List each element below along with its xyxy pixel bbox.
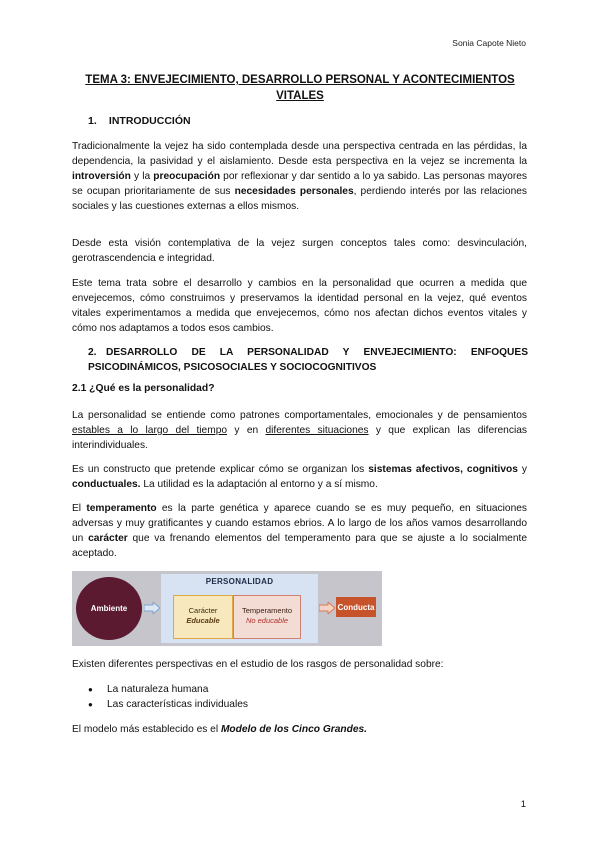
intro-paragraph-3: Este tema trata sobre el desarrollo y cambios en la personalidad que ocurren a medida que envejecemos, cómo construimos y preservamos la identidad personal en la vejez, qué eventos vitales experimentamos a medida que envejecemos, cómo nos afectan dichos eventos vitales y cómo nos adaptamos a todos esos cambios. xyxy=(72,278,527,334)
text-run: Es un constructo que pretende explicar cómo se organizan los xyxy=(72,464,369,475)
section-2-heading xyxy=(88,345,528,375)
underline-estables: estables a lo largo del tiempo xyxy=(72,425,228,436)
text-run: y que explican las diferencias interindividuales. xyxy=(72,425,527,451)
underline-situaciones: diferentes situaciones xyxy=(265,425,369,436)
personality-paragraph-2 xyxy=(72,462,527,492)
caracter-box xyxy=(173,595,233,639)
text-run: El xyxy=(72,503,87,514)
personality-paragraph-4: Existen diferentes perspectivas en el estudio de los rasgos de personalidad sobre: xyxy=(72,659,444,670)
caracter-label: Carácter xyxy=(188,606,218,615)
temperamento-sublabel: No educable xyxy=(245,616,289,625)
personality-paragraph-3 xyxy=(72,501,527,561)
temperamento-label: Temperamento xyxy=(241,606,293,615)
text-run: y la xyxy=(130,171,154,182)
list-item: ● Las características individuales xyxy=(72,697,248,712)
personalidad-box xyxy=(161,574,318,643)
text-run: que va frenando elementos del temperamento para que se ajuste a lo socialmente aceptado. xyxy=(72,533,528,559)
section-1-number: 1. xyxy=(88,115,97,127)
bold-temperamento: temperamento xyxy=(86,503,157,514)
bold-preocupacion: preocupación xyxy=(153,171,221,182)
section-1-title: INTRODUCCIÓN xyxy=(108,115,191,127)
ambiente-node: Ambiente xyxy=(76,577,142,640)
personality-diagram xyxy=(72,571,382,646)
bold-necesidades: necesidades personales xyxy=(234,186,354,197)
section-2-title: DESARROLLO DE LA PERSONALIDAD Y ENVEJECIMIENTO: ENFOQUES PSICODINÁMICOS, PSICOSOCIALES Y SOCIOCOGNITIVOS xyxy=(88,347,528,373)
document-title: TEMA 3: ENVEJECIMIENTO, DESARROLLO PERSONAL Y ACONTECIMIENTOS VITALES xyxy=(85,74,515,102)
text-run: La utilidad es la adaptación al entorno y a sí mismo. xyxy=(140,479,378,490)
bold-sistemas: sistemas afectivos, cognitivos xyxy=(368,464,518,475)
text-run: y xyxy=(517,464,527,475)
perspectives-list xyxy=(72,682,248,712)
personalidad-title: PERSONALIDAD xyxy=(205,577,274,586)
section-1-heading xyxy=(88,115,191,127)
arrow-right-icon xyxy=(144,602,160,614)
text-run: por reflexionar y dar sentido a lo ya sabido. Las personas mayores se ocupan prioritariamente de sus xyxy=(72,171,527,197)
text-run: El modelo más establecido es el xyxy=(72,724,221,735)
text-run: , perdiendo interés por las relaciones sociales y las cuestiones externas a ellos mismos. xyxy=(72,186,527,212)
bold-introversion: introversión xyxy=(72,171,131,182)
conducta-node: Conducta xyxy=(336,597,376,617)
text-run: Tradicionalmente la vejez ha sido contemplada desde una perspectiva centrada en las pérdidas, la dependencia, la pasividad y el aislamiento. Desde esta perspectiva en la vejez se incrementa la xyxy=(72,141,527,167)
text-run: La personalidad se entiende como patrones comportamentales, emocionales y de pensamientos xyxy=(72,410,527,421)
temperamento-box xyxy=(233,595,301,639)
bold-conductuales: conductuales. xyxy=(72,479,141,490)
caracter-sublabel: Educable xyxy=(186,616,220,625)
bold-italic-model: Modelo de los Cinco Grandes. xyxy=(220,724,367,735)
section-2-number: 2. xyxy=(88,347,97,358)
text-run: y en xyxy=(227,425,266,436)
subsection-2-1-heading: 2.1 ¿Qué es la personalidad? xyxy=(72,383,215,394)
page-number: 1 xyxy=(520,799,526,810)
personality-paragraph-1 xyxy=(72,408,527,453)
personality-paragraph-5 xyxy=(72,722,527,737)
author-header: Sonia Capote Nieto xyxy=(452,38,526,48)
arrow-right-icon xyxy=(319,602,335,614)
intro-paragraph-1 xyxy=(72,139,527,214)
intro-paragraph-2: Desde esta visión contemplativa de la vejez surgen conceptos tales como: desvinculación, gerotrascendencia e integridad. xyxy=(72,238,527,264)
text-run: es la parte genética y aparece cuando se es muy pequeño, en situaciones adversas y muy gratificantes y cuando estamos ebrios. A lo largo de los años vamos desarrollando un xyxy=(72,503,527,544)
bold-caracter: carácter xyxy=(88,533,128,544)
list-item: ● La naturaleza humana xyxy=(72,682,248,697)
